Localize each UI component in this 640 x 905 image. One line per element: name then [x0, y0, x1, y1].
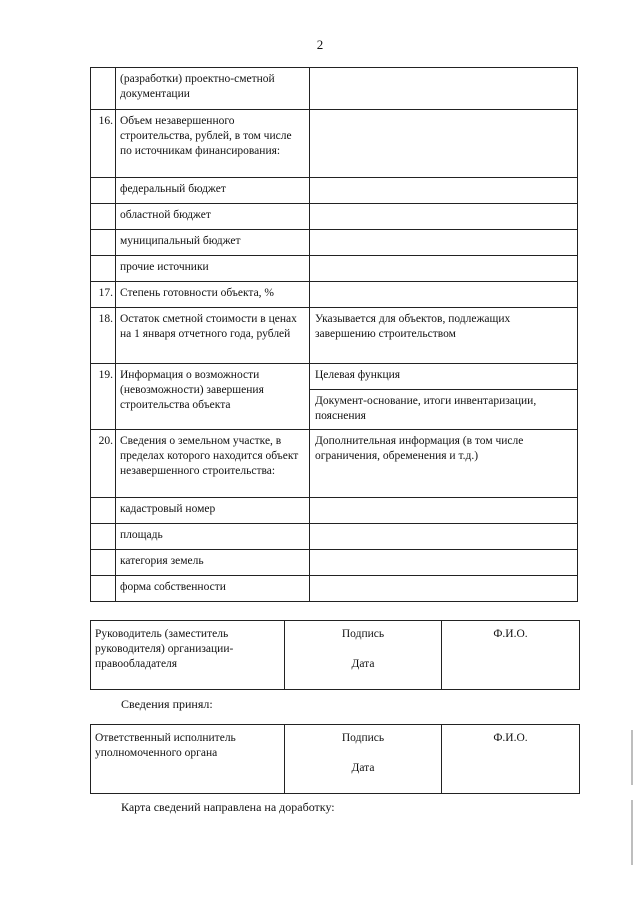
row-number	[91, 230, 116, 256]
row-value	[310, 576, 578, 602]
row-value	[310, 282, 578, 308]
signer-role: Руководитель (заместитель руководителя) организации-правообладателя	[91, 621, 285, 690]
table-row	[91, 308, 578, 364]
signature-label: Подпись	[341, 628, 385, 640]
row-number	[91, 498, 116, 524]
row-value	[310, 256, 578, 282]
row-value	[310, 230, 578, 256]
table-row	[91, 204, 578, 230]
owner-signature-table	[90, 620, 580, 690]
full-name-label: Ф.И.О.	[442, 621, 580, 690]
scan-edge-mark	[631, 800, 633, 865]
full-name-label: Ф.И.О.	[442, 725, 580, 794]
table-row	[91, 430, 578, 498]
signature-cell	[285, 725, 442, 794]
row-label: кадастровый номер	[116, 498, 310, 524]
page-number: 2	[316, 37, 324, 52]
row-number: 18.	[91, 308, 116, 364]
signature-cell	[285, 621, 442, 690]
object-info-table	[90, 67, 578, 602]
date-label: Дата	[351, 762, 375, 774]
accepted-by-label: Сведения принял:	[121, 697, 213, 711]
row-value	[310, 524, 578, 550]
signer-role: Ответственный исполнитель уполномоченного органа	[91, 725, 285, 794]
row-value	[310, 498, 578, 524]
table-row	[91, 68, 578, 110]
row-value	[310, 178, 578, 204]
row-number	[91, 576, 116, 602]
row-label: Степень готовности объекта, %	[116, 282, 310, 308]
row-label: Информация о возможности (невозможности) завершения строительства объекта	[116, 364, 310, 430]
table-row	[91, 621, 580, 690]
row-value: Указывается для объектов, подлежащих завершению строительством	[310, 308, 578, 364]
row-label: категория земель	[116, 550, 310, 576]
row-label: форма собственности	[116, 576, 310, 602]
row-number: 16.	[91, 110, 116, 178]
scan-edge-mark	[631, 730, 633, 785]
table-row	[91, 364, 578, 390]
row-label: федеральный бюджет	[116, 178, 310, 204]
table-row	[91, 230, 578, 256]
table-row	[91, 498, 578, 524]
table-row	[91, 110, 578, 178]
row-label: Остаток сметной стоимости в ценах на 1 января отчетного года, рублей	[116, 308, 310, 364]
returned-for-revision-label: Карта сведений направлена на доработку:	[121, 800, 335, 814]
row-label: областной бюджет	[116, 204, 310, 230]
table-row	[91, 550, 578, 576]
row-number	[91, 524, 116, 550]
row-number: 17.	[91, 282, 116, 308]
row-value: Документ-основание, итоги инвентаризации, пояснения	[310, 390, 578, 430]
row-value	[310, 204, 578, 230]
row-value	[310, 550, 578, 576]
row-label: Объем незавершенного строительства, рублей, в том числе по источникам финансирования:	[116, 110, 310, 178]
row-number: 20.	[91, 430, 116, 498]
row-number: 19.	[91, 364, 116, 430]
table-row	[91, 725, 580, 794]
table-row	[91, 282, 578, 308]
row-label: прочие источники	[116, 256, 310, 282]
row-label: Сведения о земельном участке, в пределах которого находится объект незавершенного строительства:	[116, 430, 310, 498]
row-number	[91, 68, 116, 110]
table-row	[91, 524, 578, 550]
row-number	[91, 204, 116, 230]
row-value: Целевая функция	[310, 364, 578, 390]
row-value	[310, 110, 578, 178]
date-label: Дата	[351, 658, 375, 670]
signature-label: Подпись	[341, 732, 385, 744]
row-value	[310, 68, 578, 110]
row-number	[91, 178, 116, 204]
row-number	[91, 550, 116, 576]
row-value: Дополнительная информация (в том числе ограничения, обременения и т.д.)	[310, 430, 578, 498]
row-label: (разработки) проектно-сметной документации	[116, 68, 310, 110]
row-label: площадь	[116, 524, 310, 550]
table-row	[91, 256, 578, 282]
row-label: муниципальный бюджет	[116, 230, 310, 256]
executor-signature-table	[90, 724, 580, 794]
row-number	[91, 256, 116, 282]
table-row	[91, 178, 578, 204]
table-row	[91, 576, 578, 602]
